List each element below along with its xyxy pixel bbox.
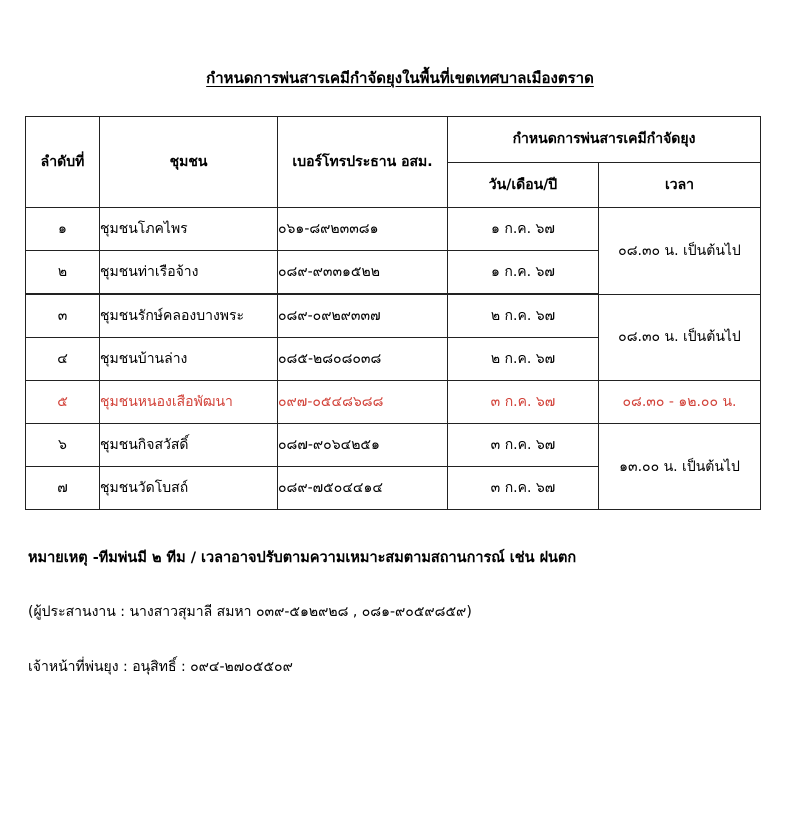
time-group-1: ๐๘.๓๐ น. เป็นต้นไป: [599, 208, 761, 295]
header-row: [26, 117, 761, 163]
row-date: ๓ ก.ค. ๖๗: [448, 381, 599, 424]
header-no: ลำดับที่: [26, 117, 100, 208]
header-date: วัน/เดือน/ปี: [448, 162, 599, 208]
time-group-2: ๐๘.๓๐ น. เป็นต้นไป: [599, 294, 761, 381]
table-row: [26, 294, 761, 338]
row-date: ๓ ก.ค. ๖๗: [448, 424, 599, 467]
row-phone: ๐๘๙-๗๕๐๔๔๑๔: [278, 467, 448, 510]
header-community: ชุมชน: [100, 117, 278, 208]
time-group-3: ๐๘.๓๐ - ๑๒.๐๐ น.: [599, 381, 761, 424]
row-community: ชุมชนรักษ์คลองบางพระ: [100, 294, 278, 338]
row-no: ๖: [26, 424, 100, 467]
row-community: ชุมชนโภคไพร: [100, 208, 278, 251]
row-no: ๗: [26, 467, 100, 510]
row-date: ๓ ก.ค. ๖๗: [448, 467, 599, 510]
header-schedule-group: กำหนดการพ่นสารเคมีกำจัดยุง: [448, 117, 761, 163]
schedule-table: [25, 116, 761, 510]
row-phone: ๐๘๗-๙๐๖๔๒๕๑: [278, 424, 448, 467]
table-row: [26, 424, 761, 467]
page-title-text: กำหนดการพ่นสารเคมีกำจัดยุงในพื้นที่เขตเทศบาลเมืองตราด: [206, 69, 594, 87]
row-date: ๑ ก.ค. ๖๗: [448, 251, 599, 295]
row-phone: ๐๘๕-๒๘๐๘๐๓๘: [278, 338, 448, 381]
row-date: ๑ ก.ค. ๖๗: [448, 208, 599, 251]
officer-contact: เจ้าหน้าที่พ่นยุง : อนุสิทธิ์ : ๐๙๔-๒๗๐๕๕๐๙: [28, 659, 293, 675]
row-no: ๒: [26, 251, 100, 295]
row-date: ๒ ก.ค. ๖๗: [448, 294, 599, 338]
row-community: ชุมชนวัดโบสถ์: [100, 467, 278, 510]
row-no: ๑: [26, 208, 100, 251]
row-phone: ๐๘๙-๐๙๒๙๓๓๗: [278, 294, 448, 338]
table-row-highlighted: [26, 381, 761, 424]
time-group-4: ๑๓.๐๐ น. เป็นต้นไป: [599, 424, 761, 510]
coordinator-contact: (ผู้ประสานงาน : นางสาวสุมาลี สมหา ๐๓๙-๕๑๒๙๒๘ , ๐๘๑-๙๐๕๙๘๕๙): [28, 604, 472, 620]
page-title: [0, 66, 800, 90]
row-phone: ๐๖๑-๘๙๒๓๓๘๑: [278, 208, 448, 251]
header-phone: เบอร์โทรประธาน อสม.: [278, 117, 448, 208]
row-community: ชุมชนท่าเรือจ้าง: [100, 251, 278, 295]
row-community: ชุมชนกิจสวัสดิ์: [100, 424, 278, 467]
header-time: เวลา: [599, 162, 761, 208]
row-no: ๔: [26, 338, 100, 381]
row-phone: ๐๘๙-๙๓๓๑๕๒๒: [278, 251, 448, 295]
row-phone: ๐๙๗-๐๕๔๘๖๘๘: [278, 381, 448, 424]
row-community: ชุมชนบ้านล่าง: [100, 338, 278, 381]
remark-note: หมายเหตุ -ทีมพ่นมี ๒ ทีม / เวลาอาจปรับตามความเหมาะสมตามสถานการณ์ เช่น ฝนตก: [28, 550, 577, 566]
row-no: ๓: [26, 294, 100, 338]
table-row: [26, 208, 761, 251]
row-date: ๒ ก.ค. ๖๗: [448, 338, 599, 381]
row-community: ชุมชนหนองเสือพัฒนา: [100, 381, 278, 424]
row-no: ๕: [26, 381, 100, 424]
